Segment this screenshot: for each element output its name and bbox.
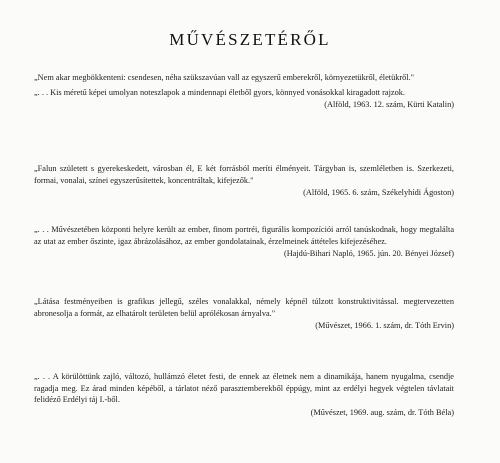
quote-source: (Alföld, 1965. 6. szám, Székelyhídi Ágoston) — [303, 188, 454, 198]
quote-source: (Művészet, 1969. aug. szám, dr. Tóth Béla) — [310, 407, 454, 417]
quote-source: (Hajdú-Bihari Napló, 1965. jún. 20. Bényei József) — [283, 249, 454, 259]
quote-paragraph: „. . . A körülöttünk zajló, változó, hullámzó életet festi, de ennek az életnek nem a dinamikája, hanem nyugalma, csendje ragadja meg. Ez árad minden képéből, a tárlatot néző parasztemberekből éppúgy, mint az erdélyi hegyek végtelen távlatait felidéző Erdélyi táj I.-ből. — [34, 372, 454, 405]
quote-block — [34, 163, 454, 199]
quote-source: (Alföld, 1963. 12. szám, Kürti Katalin) — [324, 100, 454, 110]
quote-block — [34, 224, 454, 260]
quote-paragraph: „. . . Kis méretű képei umolyan noteszlapok a mindennapi életből gyors, könnyed vonásokkal kiragadott rajzok. — [34, 87, 405, 97]
quote-paragraph: „Falun született s gyerekeskedett, városban él, E két forrásból meríti élményeit. Tárgyban is, szemléletben is. Szerkezeti, formai, vonalai, színei egyszerűsítettek, koncentráltak, kifejezők." — [34, 164, 454, 185]
quote-block — [34, 72, 454, 111]
quote-block — [34, 371, 454, 418]
page-title: MŰVÉSZETÉRŐL — [169, 30, 331, 49]
quote-paragraph: „. . . Művészetében központi helyre került az ember, finom portréi, figurális kompozíciói arról tanúskodnak, hogy megtalálta az utat az ember őszinte, igaz ábrázolásához, az ember gondolatainak, érzelmeinek áttételes kifejezéséhez. — [34, 225, 454, 246]
quote-paragraph: „Nem akar megbökkenteni: csendesen, néha szükszavúan vall az egyszerű emberekről, környezetükről, életükről." — [34, 73, 415, 82]
quote-source: (Művészet, 1966. 1. szám, dr. Tóth Ervin) — [315, 321, 454, 331]
quote-block — [34, 296, 454, 332]
quote-paragraph: „Látása festményeiben is grafikus jellegű, széles vonalakkal, némely képnél túlzott konstruktivitással. megtervezetten abronesolja a formát, az elhatárolt területen belül aprólékosan árnyalva." — [34, 297, 454, 318]
